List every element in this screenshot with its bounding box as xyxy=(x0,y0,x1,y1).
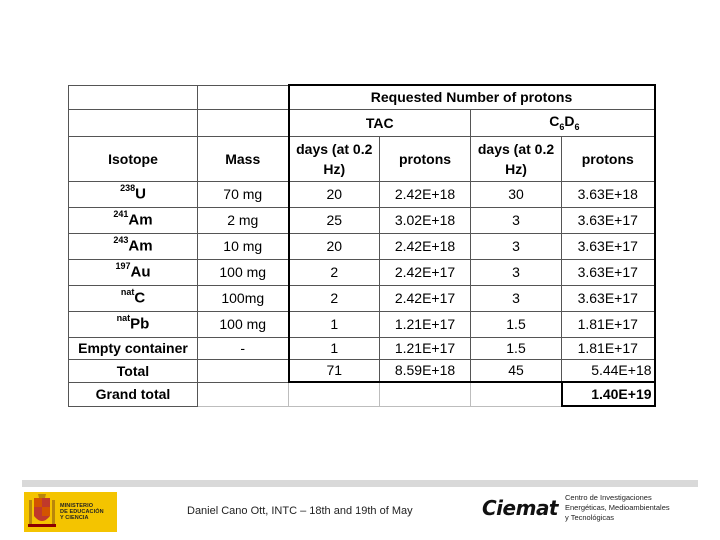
table-row xyxy=(69,259,655,285)
presenter-text: Daniel Cano Ott, INTC – 18th and 19th of May xyxy=(187,505,413,517)
protons-table xyxy=(68,84,656,407)
tac-days-cell: 20 xyxy=(289,233,380,259)
ministry-line: MINISTERIO xyxy=(60,502,94,509)
days-line1: days (at 0.2 xyxy=(477,140,555,157)
ministry-line: DE EDUCACIÓN xyxy=(60,508,104,515)
c6-protons-header: protons xyxy=(562,136,655,181)
c6-protons-cell: 1.81E+17 xyxy=(562,311,655,337)
ciemat-logo: Ciemat xyxy=(482,496,558,520)
isotope-cell xyxy=(69,259,198,285)
tac-label: TAC xyxy=(289,109,471,136)
c6d6-sub1: 6 xyxy=(559,121,565,132)
table-row xyxy=(69,181,655,207)
ciemat-description xyxy=(565,493,670,523)
c6-days-cell: 30 xyxy=(471,181,562,207)
isotope-header: Isotope xyxy=(69,136,198,181)
c6-protons-cell: 3.63E+17 xyxy=(562,259,655,285)
isotope-symbol: Am xyxy=(128,237,153,255)
tac-days-cell: 20 xyxy=(289,181,380,207)
days-line2: Hz) xyxy=(323,160,346,177)
isotope-sup: 238 xyxy=(120,183,136,194)
tac-days-cell: 2 xyxy=(289,285,380,311)
isotope-symbol: Pb xyxy=(130,315,150,333)
total-label: Total xyxy=(69,359,198,382)
mass-cell: 10 mg xyxy=(198,233,289,259)
blank-cell xyxy=(198,85,289,109)
ministry-logo xyxy=(24,492,117,532)
table-row xyxy=(69,311,655,337)
c6-days-cell: 3 xyxy=(471,233,562,259)
c6-days-cell: 3 xyxy=(471,259,562,285)
mass-cell: 100mg xyxy=(198,285,289,311)
days-line2: Hz) xyxy=(505,160,527,177)
tac-protons-cell: 2.42E+17 xyxy=(380,285,471,311)
days-line1: days (at 0.2 xyxy=(296,140,373,157)
total-row xyxy=(69,359,655,382)
tac-days-cell: 1 xyxy=(289,337,380,359)
empty-container-row xyxy=(69,337,655,359)
blank-cell xyxy=(289,382,380,406)
isotope-symbol: Au xyxy=(130,263,151,281)
c6-days-total: 45 xyxy=(471,359,562,382)
footer-bar xyxy=(22,480,698,487)
c6-days-header xyxy=(471,136,562,181)
tac-protons-cell: 1.21E+17 xyxy=(380,311,471,337)
isotope-cell xyxy=(69,233,198,259)
c6-days-cell: 3 xyxy=(471,207,562,233)
isotope-sup: nat xyxy=(116,313,131,324)
mass-header: Mass xyxy=(198,136,289,181)
blank-cell xyxy=(198,109,289,136)
tac-protons-cell: 3.02E+18 xyxy=(380,207,471,233)
blank-cell xyxy=(380,382,471,406)
blank-cell xyxy=(471,382,562,406)
tac-protons-cell: 2.42E+18 xyxy=(380,233,471,259)
isotope-sup: 241 xyxy=(113,209,129,220)
c6d6-c: C xyxy=(549,113,560,130)
isotope-symbol: Am xyxy=(128,211,153,229)
header-row-columns xyxy=(69,136,655,181)
tac-protons-cell: 2.42E+18 xyxy=(380,181,471,207)
tac-days-cell: 25 xyxy=(289,207,380,233)
c6-protons-cell: 3.63E+18 xyxy=(562,181,655,207)
tac-days-header xyxy=(289,136,380,181)
grand-total-value: 1.40E+19 xyxy=(562,382,655,406)
blank-cell xyxy=(198,359,289,382)
c6-protons-cell: 3.63E+17 xyxy=(562,285,655,311)
coat-of-arms-icon xyxy=(27,494,57,530)
blank-cell xyxy=(69,109,198,136)
tac-protons-cell: 2.42E+17 xyxy=(380,259,471,285)
grand-total-label: Grand total xyxy=(69,382,198,406)
ciemat-desc-line: Centro de Investigaciones xyxy=(565,493,652,502)
ministry-line: Y CIENCIA xyxy=(60,515,89,522)
grand-total-row xyxy=(69,382,655,406)
header-row-group xyxy=(69,85,655,109)
ciemat-desc-line: Energéticas, Medioambientales xyxy=(565,503,670,512)
tac-protons-header: protons xyxy=(380,136,471,181)
mass-cell: - xyxy=(198,337,289,359)
ciemat-desc-line: y Tecnológicas xyxy=(565,513,615,522)
c6-protons-cell: 3.63E+17 xyxy=(562,207,655,233)
group-title: Requested Number of protons xyxy=(289,85,655,109)
c6d6-label xyxy=(471,109,655,136)
mass-cell: 2 mg xyxy=(198,207,289,233)
table-row xyxy=(69,207,655,233)
mass-cell: 100 mg xyxy=(198,311,289,337)
isotope-symbol: U xyxy=(135,185,146,203)
isotope-cell xyxy=(69,311,198,337)
c6-protons-total: 5.44E+18 xyxy=(562,359,655,382)
ministry-text xyxy=(60,503,104,522)
tac-protons-cell: 1.21E+17 xyxy=(380,337,471,359)
tac-days-cell: 1 xyxy=(289,311,380,337)
table-row xyxy=(69,233,655,259)
empty-container-label: Empty container xyxy=(69,337,198,359)
tac-protons-total: 8.59E+18 xyxy=(380,359,471,382)
isotope-sup: 243 xyxy=(113,235,129,246)
blank-cell xyxy=(198,382,289,406)
header-row-detectors xyxy=(69,109,655,136)
c6d6-d: D xyxy=(564,113,575,130)
isotope-sup: nat xyxy=(120,287,135,298)
mass-cell: 100 mg xyxy=(198,259,289,285)
blank-cell xyxy=(69,85,198,109)
isotope-sup: 197 xyxy=(115,261,131,272)
tac-days-cell: 2 xyxy=(289,259,380,285)
c6-days-cell: 1.5 xyxy=(471,311,562,337)
tac-days-total: 71 xyxy=(289,359,380,382)
c6-protons-cell: 1.81E+17 xyxy=(562,337,655,359)
c6-days-cell: 3 xyxy=(471,285,562,311)
isotope-symbol: C xyxy=(134,289,146,307)
c6-protons-cell: 3.63E+17 xyxy=(562,233,655,259)
isotope-cell xyxy=(69,181,198,207)
isotope-cell xyxy=(69,285,198,311)
c6d6-sub2: 6 xyxy=(574,121,580,132)
table-row xyxy=(69,285,655,311)
c6-days-cell: 1.5 xyxy=(471,337,562,359)
isotope-cell xyxy=(69,207,198,233)
mass-cell: 70 mg xyxy=(198,181,289,207)
